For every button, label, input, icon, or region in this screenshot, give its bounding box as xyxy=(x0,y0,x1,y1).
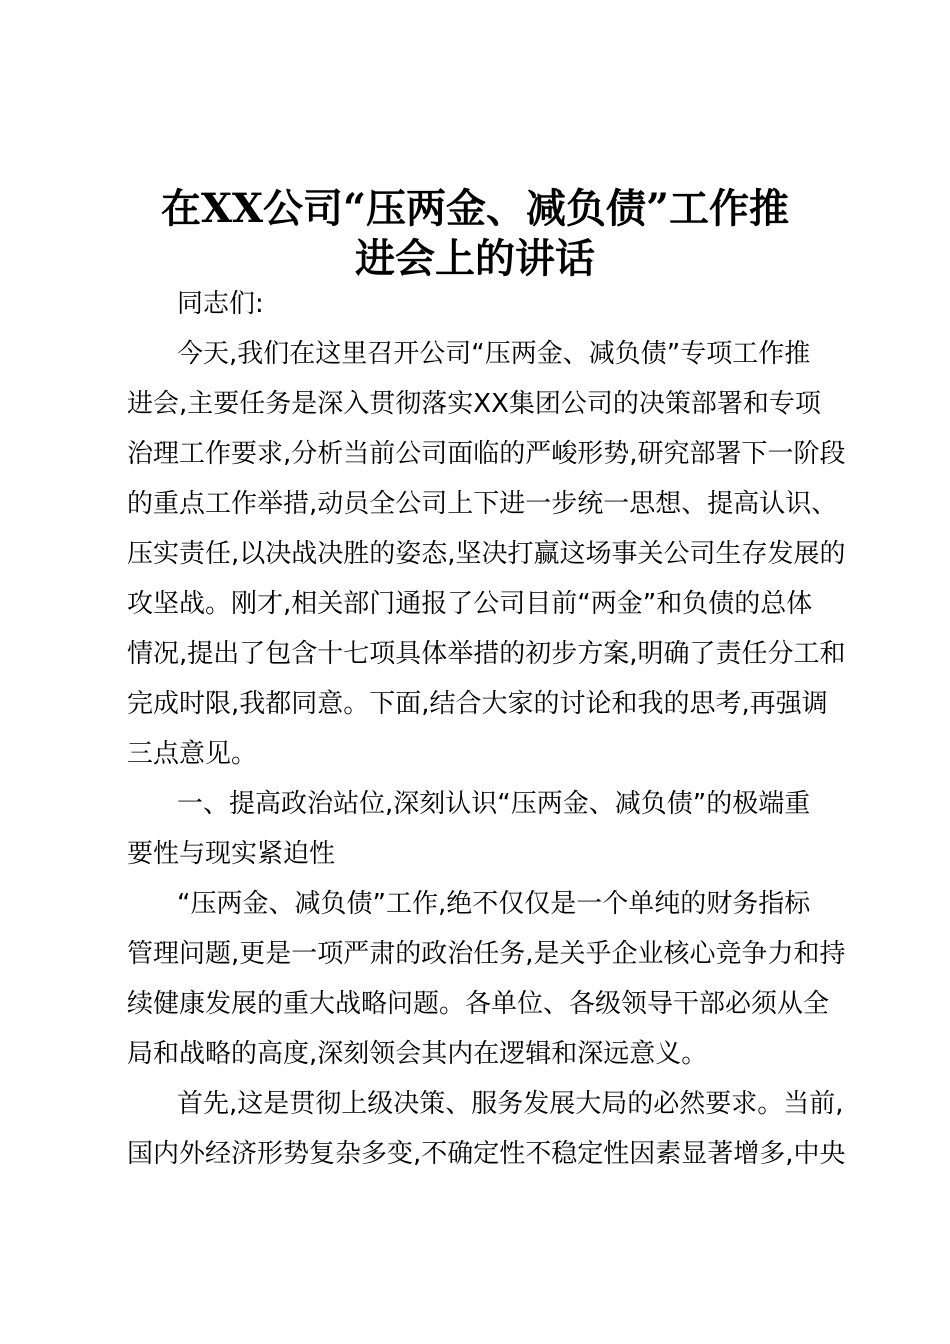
paragraph-1-line-2: 进会,主要任务是深入贯彻落实XX集团公司的决策部署和专项 xyxy=(127,389,821,419)
paragraph-2-line-3: 续健康发展的重大战略问题。各单位、各级领导干部必须从全 xyxy=(127,989,830,1019)
salutation: 同志们: xyxy=(177,289,264,319)
paragraph-1-line-6: 攻坚战。刚才,相关部门通报了公司目前“两金”和负债的总体 xyxy=(127,589,813,619)
paragraph-1-line-4: 的重点工作举措,动员全公司上下进一步统一思想、提高认识、 xyxy=(127,489,838,519)
section-heading-line-1: 一、提高政治站位,深刻认识“压两金、减负债”的极端重 xyxy=(177,789,811,819)
document-title-line-2: 进会上的讲话 xyxy=(355,235,595,282)
section-heading-line-2: 要性与现实紧迫性 xyxy=(127,839,336,869)
paragraph-1-line-3: 治理工作要求,分析当前公司面临的严峻形势,研究部署下一阶段 xyxy=(127,439,846,469)
paragraph-1-line-9: 三点意见。 xyxy=(127,739,258,769)
paragraph-2-line-1: “压两金、减负债”工作,绝不仅仅是一个单纯的财务指标 xyxy=(177,889,811,919)
paragraph-1-line-1: 今天,我们在这里召开公司“压两金、减负债”专项工作推 xyxy=(177,339,811,369)
paragraph-3-line-1: 首先,这是贯彻上级决策、服务发展大局的必然要求。当前, xyxy=(177,1089,844,1119)
paragraph-3-line-2: 国内外经济形势复杂多变,不确定性不稳定性因素显著增多,中央 xyxy=(127,1139,846,1169)
paragraph-2-line-2: 管理问题,更是一项严肃的政治任务,是关乎企业核心竞争力和持 xyxy=(127,939,846,969)
paragraph-2-line-4: 局和战略的高度,深刻领会其内在逻辑和深远意义。 xyxy=(127,1039,708,1069)
paragraph-1-line-5: 压实责任,以决战决胜的姿态,坚决打赢这场事关公司生存发展的 xyxy=(127,539,846,569)
document-title-line-1: 在XX公司“压两金、减负债”工作推 xyxy=(160,185,790,232)
paragraph-1-line-8: 完成时限,我都同意。下面,结合大家的讨论和我的思考,再强调 xyxy=(127,689,828,719)
paragraph-1-line-7: 情况,提出了包含十七项具体举措的初步方案,明确了责任分工和 xyxy=(127,639,846,669)
